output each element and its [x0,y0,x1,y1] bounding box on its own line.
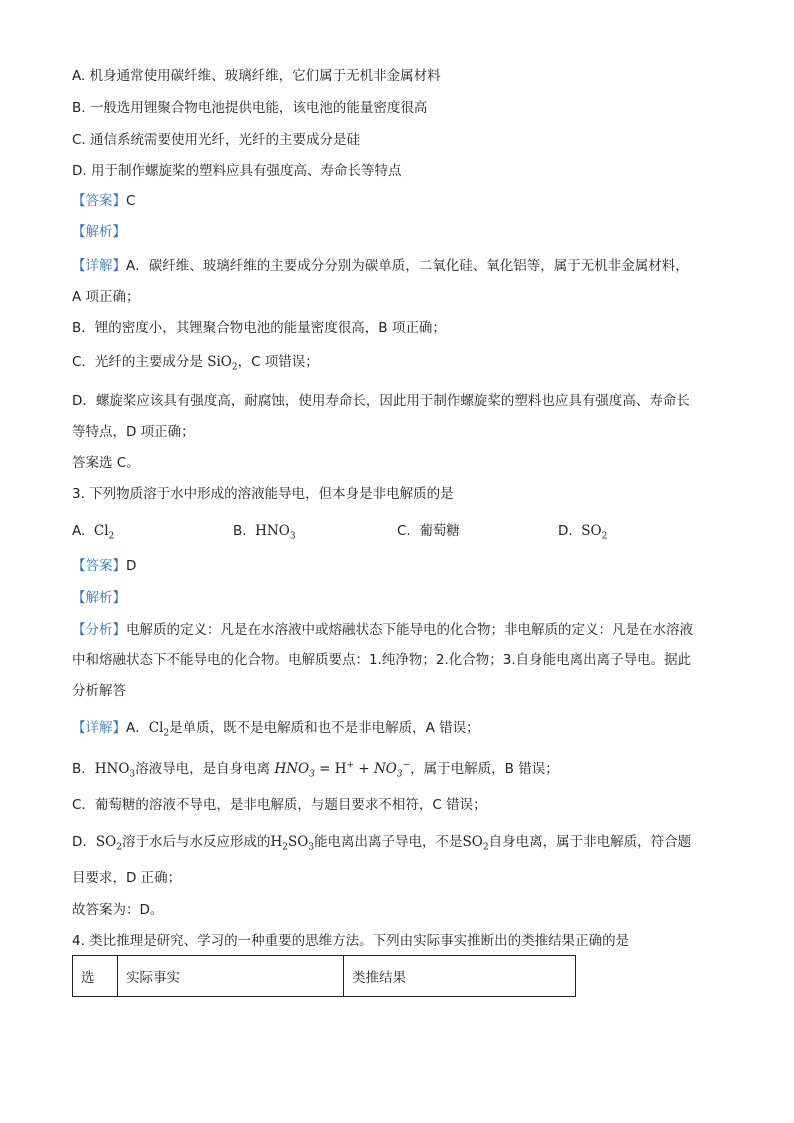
table-header-cell: 选 [73,956,118,997]
q3-analysis-label: 【解析】 [72,590,126,606]
q3-stem: 3. 下列物质溶于水中形成的溶液能导电，但本身是非电解质的是 [72,486,454,502]
q2-option-d: D. 用于制作螺旋桨的塑料应具有强度高、寿命长等特点 [72,163,402,179]
q2-detail-a-line1: 【详解】A．碳纤维、玻璃纤维的主要成分分别为碳单质，二氧化硅、氧化铝等，属于无机非金属材料， [72,258,689,274]
q2-detail-d-line1: D．螺旋桨应该具有强度高，耐腐蚀，使用寿命长，因此用于制作螺旋桨的塑料也应具有强度高、寿命长 [72,393,690,409]
q2-option-b: B. 一般选用锂聚合物电池提供电能，该电池的能量密度很高 [72,100,428,116]
table-header-cell: 实际事实 [118,956,344,997]
detail-label: 【详解】 [72,258,126,274]
table-header-cell: 类推结果 [344,956,576,997]
q2-detail-d-line2: 等特点，D 项正确； [72,424,195,440]
q3-analyze-line2: 中和熔融状态下不能导电的化合物。电解质要点：1.纯净物；2.化合物；3.自身能电离出离子导电。据此 [72,652,692,668]
q2-option-c: C. 通信系统需要使用光纤，光纤的主要成分是硅 [72,132,361,148]
q2-option-a: A. 机身通常使用碳纤维、玻璃纤维，它们属于无机非金属材料 [72,68,441,84]
q3-option-c: C. 葡萄糖 [397,523,460,539]
analyze-label: 【分析】 [72,622,126,638]
q3-option-d: D. $SO_2$ [558,523,608,542]
q3-detail-d-line2: 目要求，D 正确； [72,870,182,886]
q3-option-a: A. $Cl_2$ [72,523,115,542]
q4-stem: 4. 类比推理是研究、学习的一种重要的思维方法。下列由实际事实推断出的类推结果正确的是 [72,933,630,949]
answer-label: 【答案】 [72,193,126,209]
q3-analyze-line1: 【分析】电解质的定义：凡是在水溶液中或熔融状态下能导电的化合物；非电解质的定义：凡是在水溶液 [72,622,693,638]
q3-detail-a: 【详解】A．$Cl_2$是单质，既不是电解质和也不是非电解质，A 错误； [72,720,480,739]
q2-detail-b: B．锂的密度小，其锂聚合物电池的能量密度很高，B 项正确； [72,320,446,336]
q3-detail-b: B．$HNO_3$溶液导电，是自身电离 $HNO_3 = H^+ + NO_3^-$，属于电解质，B 错误； [72,760,559,780]
q2-conclusion: 答案选 C。 [72,455,140,471]
q3-detail-c: C．葡萄糖的溶液不导电，是非电解质，与题目要求不相符，C 错误； [72,797,487,813]
q3-answer: 【答案】D [72,558,137,574]
q2-answer [72,191,135,211]
q3-detail-d-line1: D．$SO_2$溶于水后与水反应形成的$H_2SO_3$能电离出离子导电，不是$SO_2$自身电离，属于非电解质，符合题 [72,834,692,853]
answer-value: C [126,193,136,209]
q2-detail-c: C．光纤的主要成分是 SiO$_2$，C 项错误； [72,354,319,373]
formula-sio2: SiO$_2$ [207,354,238,373]
q2-analysis-label: 【解析】 [72,224,126,240]
q3-analyze-line3: 分析解答 [72,683,126,699]
q2-detail-a-line2: A 项正确； [72,289,140,305]
q3-conclusion: 故答案为：D。 [72,902,164,918]
q3-option-b: B. $HNO_3$ [233,523,296,542]
q4-table [72,955,576,997]
table-header-row [73,956,576,997]
ionization-equation: $HNO_3$ [274,761,315,780]
